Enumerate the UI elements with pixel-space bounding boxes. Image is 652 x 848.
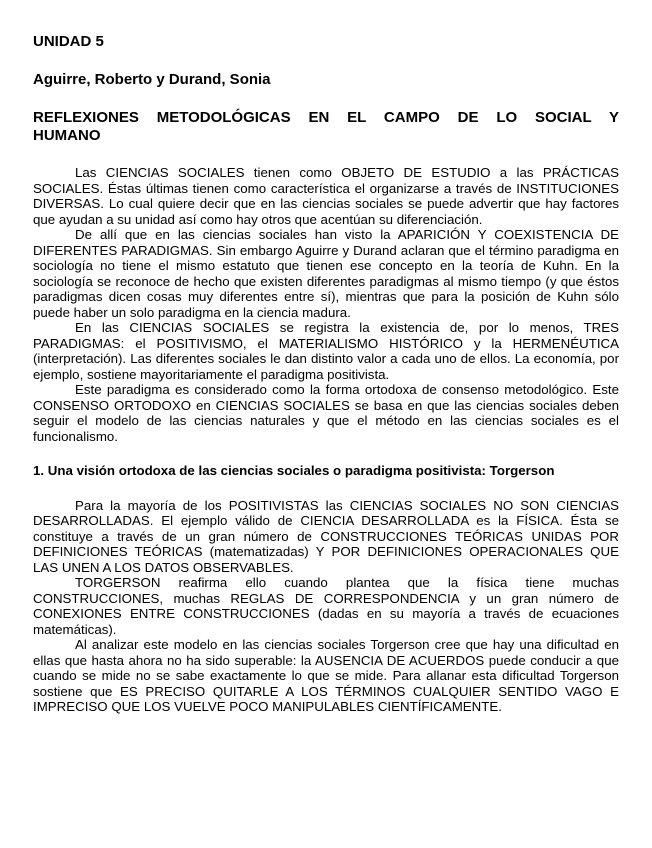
section-heading: 1. Una visión ortodoxa de las ciencias sociales o paradigma positivista: Torgerson [33,463,555,478]
unit-heading: UNIDAD 5 [33,33,104,50]
body-paragraph: Las CIENCIAS SOCIALES tienen como OBJETO DE ESTUDIO a las PRÁCTICAS SOCIALES. Éstas últimas tienen como característica el organizarse a través de INSTITUCIONES DIVERSAS. Lo cual quiere decir que en las ciencias sociales se puede advertir que hay factores que ayudan a su unidad así como hay otros que acentúan su diferenciación. [33,165,619,227]
body-paragraph: Este paradigma es considerado como la forma ortodoxa de consenso metodológico. Este CONSENSO ORTODOXO en CIENCIAS SOCIALES se basa en que las ciencias sociales deben seguir el modelo de las ciencias naturales y que el método en las ciencias sociales es el funcionalismo. [33,382,619,444]
authors-heading: Aguirre, Roberto y Durand, Sonia [33,71,271,88]
document-title [33,109,619,145]
document-title-line-2: HUMANO [33,127,101,144]
body-paragraph: Para la mayoría de los POSITIVISTAS las CIENCIAS SOCIALES NO SON CIENCIAS DESARROLLADAS. El ejemplo válido de CIENCIA DESARROLLADA es la FÍSICA. Ésta se constituye a través de un gran número de CONSTRUCCIONES TEÓRICAS UNIDAS POR DEFINICIONES TEÓRICAS (matematizadas) Y POR DEFINICIONES OPERACIONALES QUE LAS UNEN A LOS DATOS OBSERVABLES. [33,497,619,575]
body-paragraph: En las CIENCIAS SOCIALES se registra la existencia de, por lo menos, TRES PARADIGMAS: el POSITIVISMO, el MATERIALISMO HISTÓRICO y la HERMENÉUTICA (interpretación). Las diferentes sociales le dan distinto valor a cada uno de ellos. La economía, por ejemplo, sostiene mayoritariamente el paradigma positivista. [33,320,619,382]
document-title-line-1: REFLEXIONES METODOLÓGICAS EN EL CAMPO DE LO SOCIAL Y [33,109,619,126]
body-paragraph: Al analizar este modelo en las ciencias sociales Torgerson cree que hay una dificultad en ellas que hasta ahora no ha sido superable: la AUSENCIA DE ACUERDOS puede conducir a que cuando se mide no se sabe exactamente lo que se mide. Para allanar esta dificultad Torgerson sostiene que ES PRECISO QUITARLE A LOS TÉRMINOS CUALQUIER SENTIDO VAGO E IMPRECISO QUE LOS VUELVE POCO MANIPULABLES CIENTÍFICAMENTE. [33,637,619,714]
body-paragraph: TORGERSON reafirma ello cuando plantea que la física tiene muchas CONSTRUCCIONES, muchas REGLAS DE CORRESPONDENCIA y un gran número de CONEXIONES ENTRE CONSTRUCCIONES (dadas en su mayoría a través de ecuaciones matemáticas). [33,575,619,637]
body-paragraph: De allí que en las ciencias sociales han visto la APARICIÓN Y COEXISTENCIA DE DIFERENTES PARADIGMAS. Sin embargo Aguirre y Durand aclaran que el término paradigma en sociología no tiene el mismo estatuto que tienen ese concepto en la teoría de Kuhn. En la sociología se reconoce de hecho que existen diferentes paradigmas al mismo tiempo (y que éstos paradigmas dicen cosas muy diferentes entre sí), mientras que para la posición de Kuhn sólo puede haber un solo paradigma en la ciencia madura. [33,227,619,320]
